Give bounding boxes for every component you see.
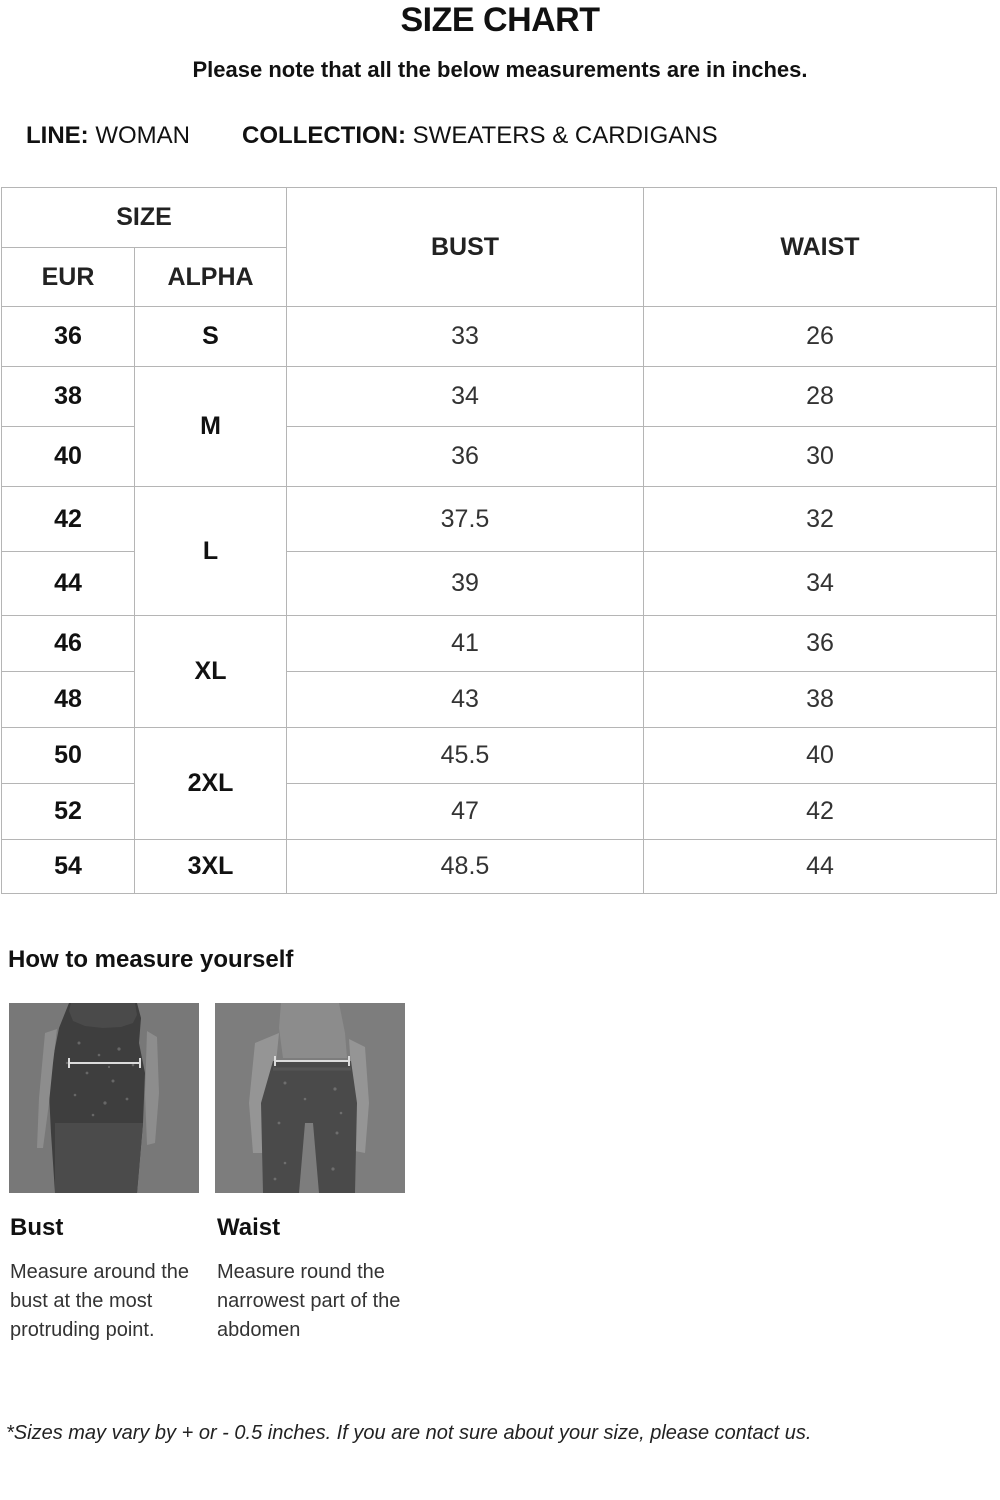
waist-cell: 44	[643, 839, 997, 894]
waist-cell: 38	[643, 671, 997, 728]
eur-cell: 40	[1, 426, 135, 487]
eur-header: EUR	[1, 247, 135, 307]
waist-cell: 36	[643, 615, 997, 672]
line-value: WOMAN	[95, 122, 190, 149]
eur-cell: 38	[1, 366, 135, 427]
collection-value: SWEATERS & CARDIGANS	[412, 122, 718, 149]
size-header: SIZE	[1, 187, 287, 248]
bust-cell: 36	[286, 426, 644, 487]
alpha-cell: S	[134, 306, 287, 367]
waist-cell: 42	[643, 783, 997, 840]
bust-cell: 43	[286, 671, 644, 728]
size-chart-table	[2, 187, 998, 894]
bust-figure-illustration	[9, 1003, 199, 1193]
eur-cell: 36	[1, 306, 135, 367]
eur-cell: 44	[1, 551, 135, 616]
waist-cell: 40	[643, 727, 997, 784]
alpha-cell: 3XL	[134, 839, 287, 894]
waist-cell: 26	[643, 306, 997, 367]
alpha-cell: M	[134, 366, 287, 487]
bust-cell: 37.5	[286, 486, 644, 552]
bust-header: BUST	[286, 187, 644, 307]
alpha-cell: XL	[134, 615, 287, 728]
page-title: SIZE CHART	[400, 1, 600, 39]
eur-cell: 50	[1, 727, 135, 784]
line-label: LINE:	[26, 122, 89, 149]
bust-cell: 47	[286, 783, 644, 840]
waist-cell: 30	[643, 426, 997, 487]
waist-figure-illustration	[215, 1003, 405, 1193]
waist-caption-text: Measure round the narrowest part of the abdomen	[217, 1261, 401, 1341]
bust-measure-photo	[9, 1003, 199, 1193]
how-to-measure-heading: How to measure yourself	[8, 946, 294, 973]
alpha-cell: L	[134, 486, 287, 616]
bust-cell: 45.5	[286, 727, 644, 784]
alpha-header: ALPHA	[134, 247, 287, 307]
waist-cell: 34	[643, 551, 997, 616]
page-subtitle: Please note that all the below measurements are in inches.	[192, 57, 808, 82]
bust-caption-title: Bust	[10, 1214, 64, 1241]
bust-caption-text: Measure around the bust at the most protruding point.	[10, 1261, 190, 1341]
waist-caption-title: Waist	[217, 1214, 281, 1241]
waist-measure-photo	[215, 1003, 405, 1193]
waist-header: WAIST	[643, 187, 997, 307]
eur-cell: 42	[1, 486, 135, 552]
waist-cell: 28	[643, 366, 997, 427]
eur-cell: 54	[1, 839, 135, 894]
eur-cell: 48	[1, 671, 135, 728]
bust-cell: 33	[286, 306, 644, 367]
collection-info	[242, 121, 718, 151]
size-variance-footnote: *Sizes may vary by + or - 0.5 inches. If you are not sure about your size, please contact us.	[6, 1422, 812, 1444]
bust-cell: 34	[286, 366, 644, 427]
bust-cell: 48.5	[286, 839, 644, 894]
alpha-cell: 2XL	[134, 727, 287, 840]
bust-cell: 41	[286, 615, 644, 672]
waist-cell: 32	[643, 486, 997, 552]
eur-cell: 46	[1, 615, 135, 672]
eur-cell: 52	[1, 783, 135, 840]
bust-cell: 39	[286, 551, 644, 616]
line-info	[26, 121, 190, 151]
collection-label: COLLECTION:	[242, 122, 406, 149]
